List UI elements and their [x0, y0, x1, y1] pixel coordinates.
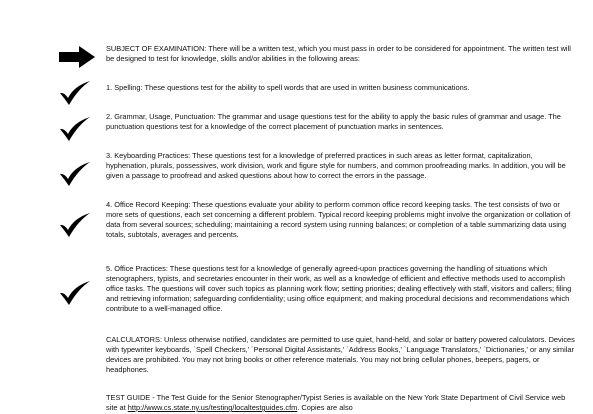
item-keyboarding [106, 151, 576, 181]
test-guide-after: . Copies are also [297, 403, 353, 412]
item-grammar [106, 112, 576, 132]
checkmark-icon [58, 80, 92, 106]
right-arrow-icon [57, 44, 97, 70]
checkmark-icon [58, 280, 92, 306]
item-text: 5. Office Practices: These questions test for a knowledge of generally agreed-upon practices governing the handling of situations which stenographers, typists, and secretaries encounter in their work, as well as a knowledge of efficient and effective methods used to accomplish office tasks. The questions will cover such topics as planning work flow; setting priorities; dealing effectively with staff, visitors and callers; filing and retrieving information; safeguarding confidentiality; using office equipment; and making procedural decisions and recommendations which contribute to a well-managed office. [106, 264, 572, 313]
test-guide-text [106, 393, 576, 413]
item-text: 3. Keyboarding Practices: These questions test for a knowledge of preferred practices in such areas as letter format, capitalization, hyphenation, plurals, possessives, work division, work and figure style for numbers, and common proofreading marks. In addition, you will be given a passage to proofread and asked questions about how to correct the errors in the passage. [106, 151, 566, 180]
test-guide-link[interactable]: http://www.cs.state.ny.us/testing/localtestguides.cfm [127, 403, 298, 412]
test-guide-before: TEST GUIDE - The Test Guide for the Senior Stenographer/Typist Series is available on the New York State Department of Civil Service web site at [106, 393, 566, 412]
item-spelling [106, 83, 576, 93]
subject-paragraph [106, 44, 576, 64]
checkmark-icon [58, 161, 92, 187]
subject-text: SUBJECT OF EXAMINATION: There will be a written test, which you must pass in order to be considered for appointment. The written test will be designed to test for knowledge, skills and/or abilities in the following areas: [106, 44, 571, 63]
item-text: 1. Spelling: These questions test for the ability to spell words that are used in written business communications. [106, 83, 470, 92]
item-text: 2. Grammar, Usage, Punctuation: The grammar and usage questions test for the ability to apply the basic rules of grammar and usage. The punctuation questions test for a knowledge of the correct placement of punctuation marks in sentences. [106, 112, 561, 131]
calculators-text: CALCULATORS: Unless otherwise notified, candidates are permitted to use quiet, hand-held, and solar or battery powered calculators. Devices with typewriter keyboards, `Spell Checkers,' `Personal Digital Assistants,' `Address Books,' `Language Translators,' `Dictionaries,' or any similar devices are prohibited. You may not bring books or other reference materials. You may not bring cellular phones, beepers, pagers, or headphones. [106, 335, 575, 374]
item-record-keeping [106, 200, 576, 240]
checkmark-icon [58, 212, 92, 238]
checkmark-icon [58, 116, 92, 142]
item-office-practices [106, 264, 576, 314]
calculators-paragraph [106, 335, 576, 375]
item-text: 4. Office Record Keeping: These questions evaluate your ability to perform common office record keeping tasks. The test consists of two or more sets of questions, each set concerning a different problem. Typical record keeping problems might involve the organization or collation of data from several sources; scheduling; maintaining a record system using running balances; or completion of a table summarizing data using totals, subtotals, averages and percents. [106, 200, 571, 239]
test-guide-paragraph [106, 393, 576, 413]
